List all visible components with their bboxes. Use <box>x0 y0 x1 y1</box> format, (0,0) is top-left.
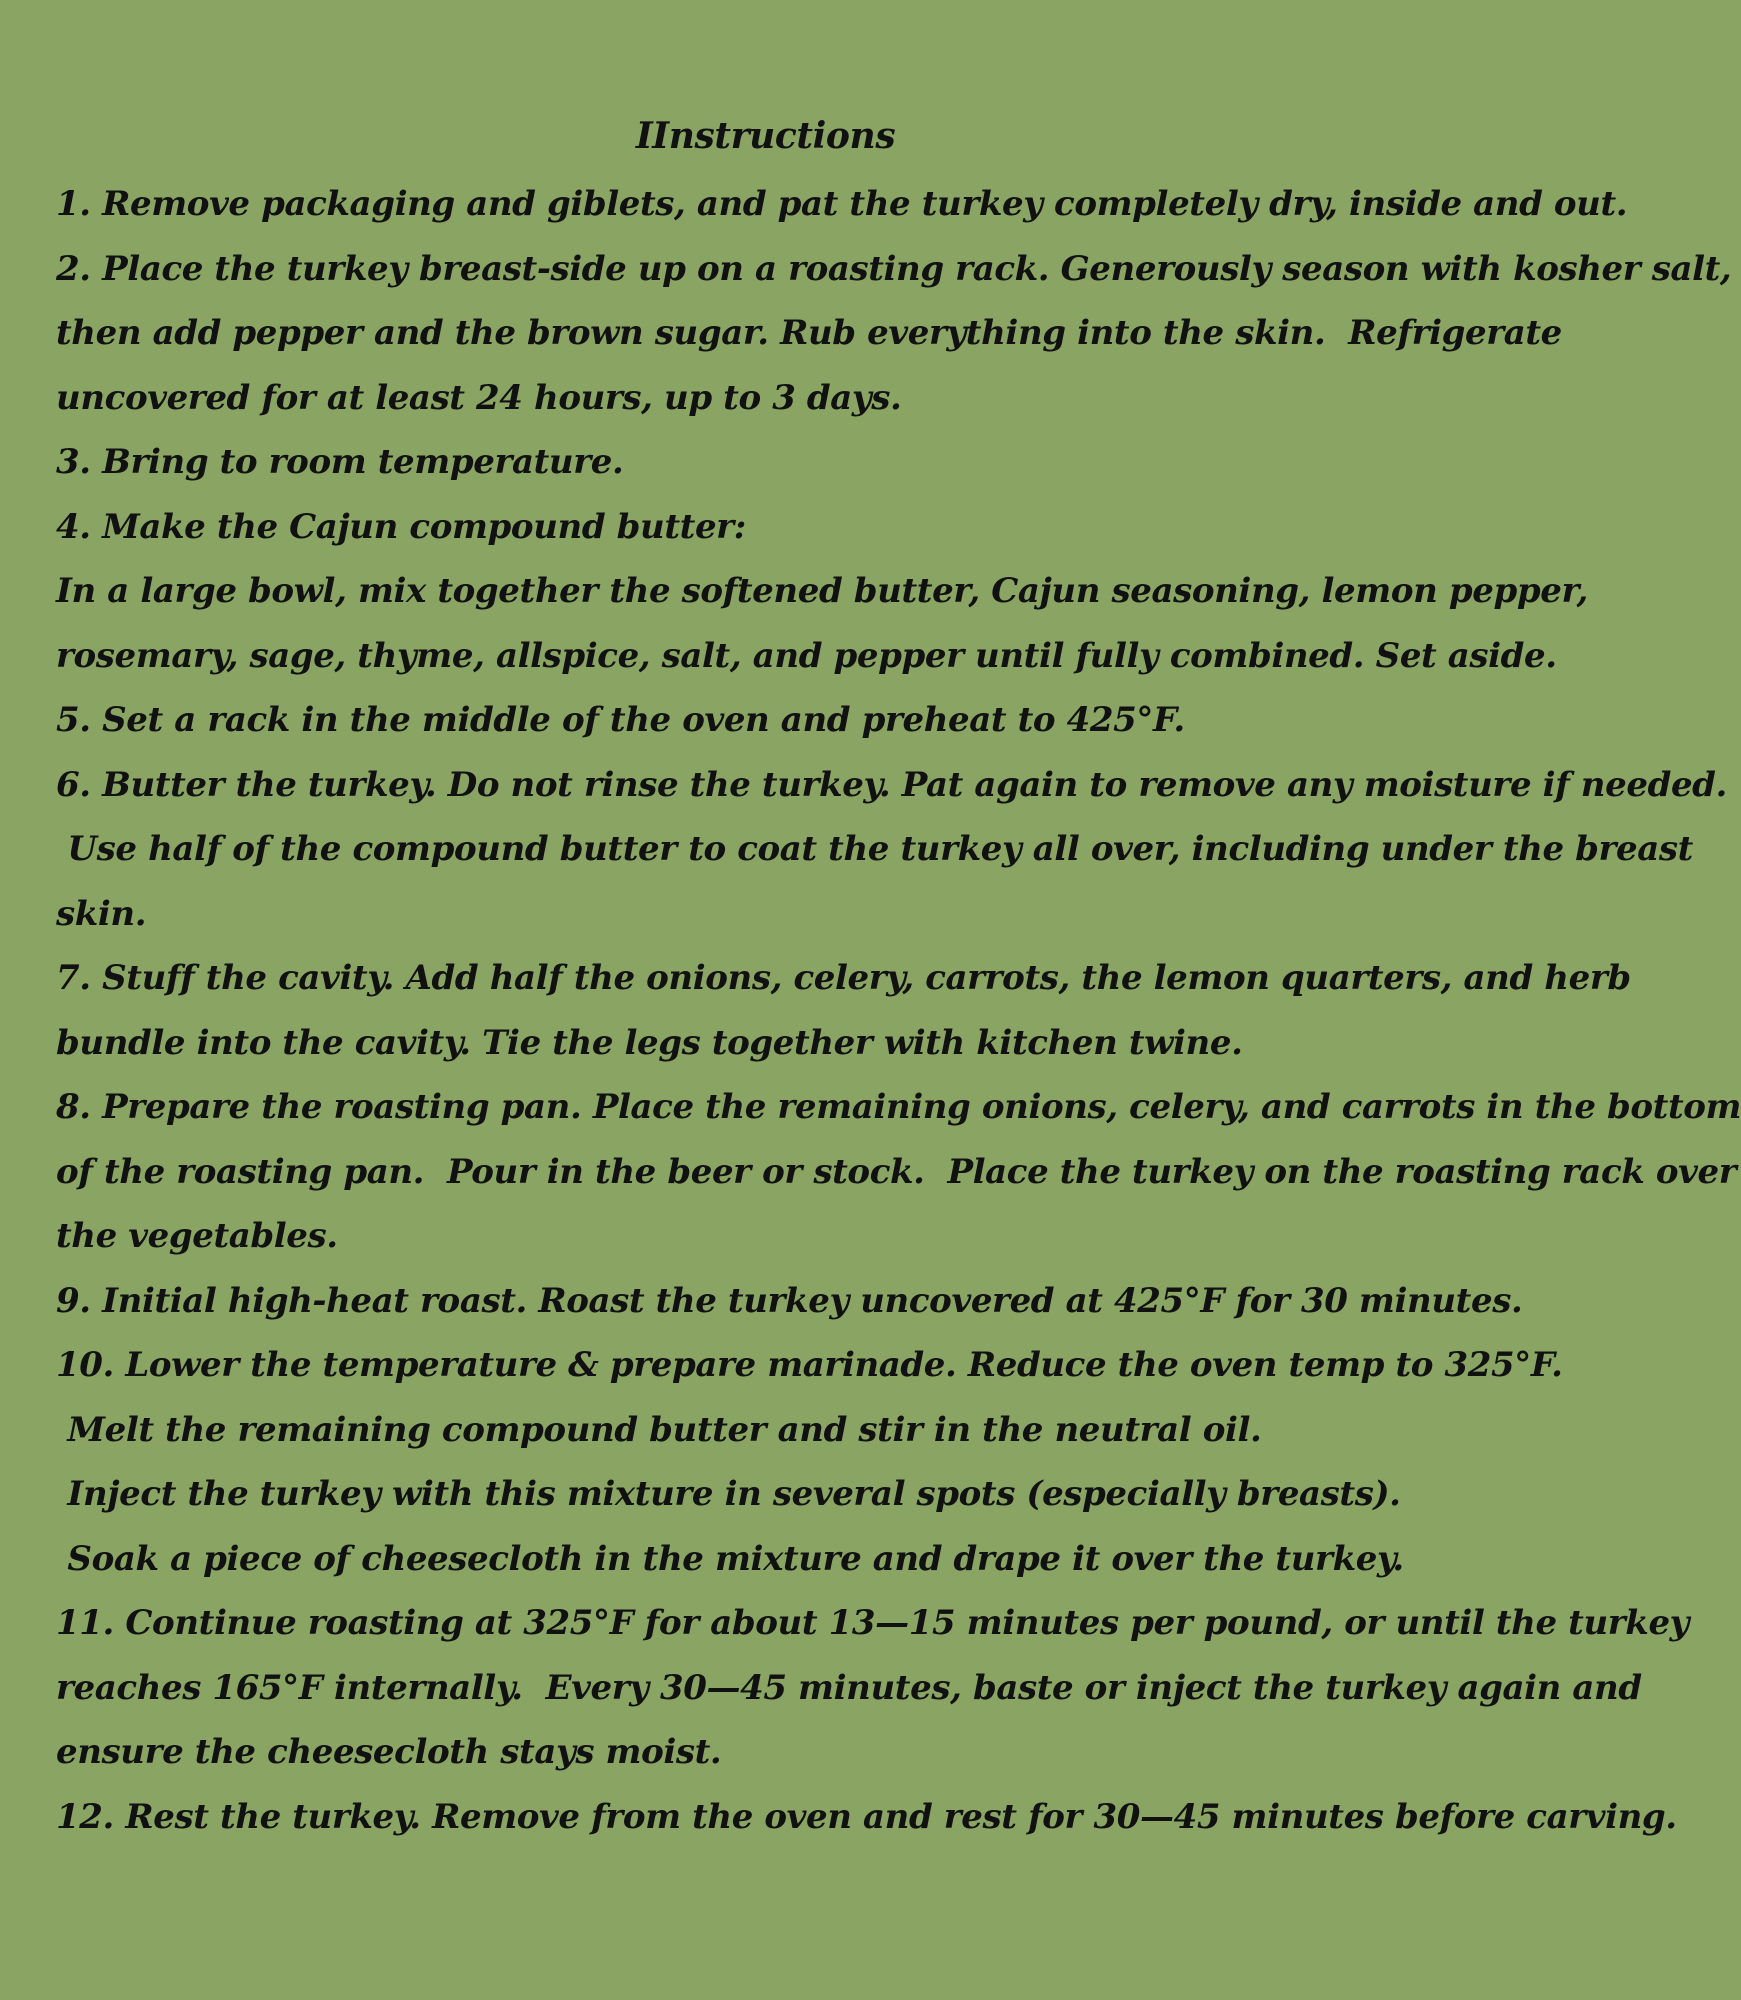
instruction-line: 11. Continue roasting at 325°F for about 13—15 minutes per pound, or until the turkey <box>56 1603 1690 1643</box>
instruction-line: Melt the remaining compound butter and stir in the neutral oil. <box>56 1409 1262 1450</box>
instruction-line: 9. Initial high-heat roast. Roast the turkey uncovered at 425°F for 30 minutes. <box>56 1280 1523 1321</box>
page-title: IInstructions <box>635 115 896 157</box>
instruction-line: skin. <box>56 893 147 934</box>
instruction-line: 3. Bring to room temperature. <box>56 442 624 482</box>
instruction-line: 2. Place the turkey breast-side up on a roasting rack. Generously season with kosher salt, <box>56 248 1732 289</box>
instruction-lines <box>56 172 1741 1849</box>
instruction-line: Use half of the compound butter to coat the turkey all over, including under the breast <box>56 829 1693 869</box>
instruction-line: uncovered for at least 24 hours, up to 3 days. <box>56 377 902 418</box>
instruction-line: 7. Stuff the cavity. Add half the onions, celery, carrots, the lemon quarters, and herb <box>56 958 1631 998</box>
instruction-line: Soak a piece of cheesecloth in the mixture and drape it over the turkey. <box>56 1538 1404 1579</box>
instruction-line: then add pepper and the brown sugar. Rub everything into the skin. Refrigerate <box>56 313 1562 353</box>
instruction-line: ensure the cheesecloth stays moist. <box>56 1732 722 1772</box>
instruction-line: 6. Butter the turkey. Do not rinse the turkey. Pat again to remove any moisture if needed. <box>56 764 1727 805</box>
instruction-line: rosemary, sage, thyme, allspice, salt, and pepper until fully combined. Set aside. <box>56 635 1557 676</box>
instruction-line: reaches 165°F internally. Every 30—45 minutes, baste or inject the turkey again and <box>56 1667 1642 1708</box>
instruction-line: 1. Remove packaging and giblets, and pat the turkey completely dry, inside and out. <box>56 184 1628 224</box>
instruction-line: In a large bowl, mix together the softened butter, Cajun seasoning, lemon pepper, <box>56 571 1588 611</box>
instruction-line: 4. Make the Cajun compound butter: <box>56 506 746 547</box>
instruction-line: Inject the turkey with this mixture in several spots (especially breasts). <box>56 1474 1401 1514</box>
instruction-line: 12. Rest the turkey. Remove from the oven and rest for 30—45 minutes before carving. <box>56 1796 1677 1837</box>
instruction-line: the vegetables. <box>56 1216 338 1256</box>
instruction-line: bundle into the cavity. Tie the legs together with kitchen twine. <box>56 1022 1243 1063</box>
instruction-line: 8. Prepare the roasting pan. Place the remaining onions, celery, and carrots in the bottom <box>56 1087 1741 1127</box>
instruction-line: of the roasting pan. Pour in the beer or stock. Place the turkey on the roasting rack over <box>56 1151 1737 1192</box>
instruction-line: 5. Set a rack in the middle of the oven and preheat to 425°F. <box>56 700 1185 740</box>
instruction-line: 10. Lower the temperature & prepare marinade. Reduce the oven temp to 325°F. <box>56 1345 1563 1385</box>
